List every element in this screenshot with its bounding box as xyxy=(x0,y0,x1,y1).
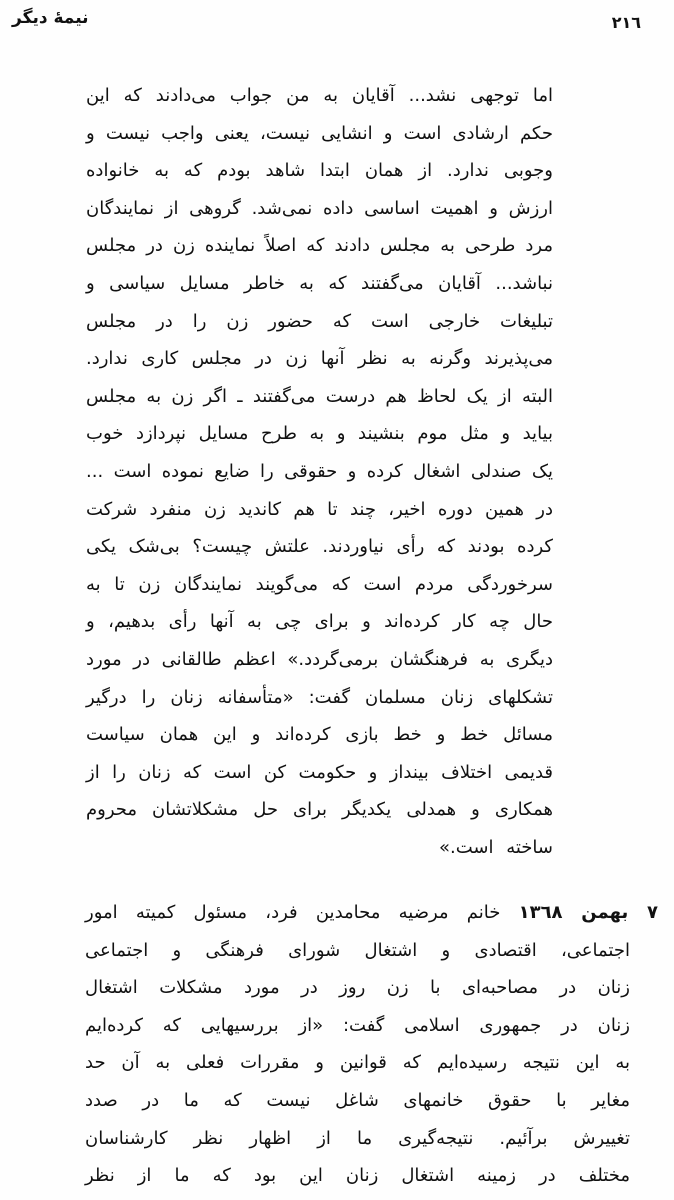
text-line: وجوبی ندارد. از همان ابتدا شاهد بودم که به خانواده xyxy=(86,160,553,182)
entry-date: ٧ بهمن ١٣٦٨ xyxy=(518,902,658,923)
text-line: اما توجهی نشد... آقایان به من جواب می‌دادند که این xyxy=(86,85,553,106)
text-line: در همین دوره اخیر، چند تا هم کاندید زن منفرد شرکت xyxy=(86,498,553,520)
text-line: به این نتیجه رسیده‌ایم که قوانین و مقررات فعلی به آن حد xyxy=(85,1052,630,1074)
text-line: مختلف در زمینه اشتغال زنان این بود که ما از نظر xyxy=(85,1165,630,1187)
text-line: تشکلهای زنان مسلمان گفت: «متأسفانه زنان را درگیر xyxy=(86,686,553,708)
dated-entry xyxy=(85,894,658,1195)
text-line: مرد طرحی به مجلس دادند که اصلاً نماینده زن در مجلس xyxy=(86,235,553,257)
text-line: همکاری و همدلی یکدیگر برای حل مشکلاتشان محروم xyxy=(86,799,553,821)
text-line: می‌پذیرند وگرنه به نظر آنها زن در مجلس کاری ندارد. xyxy=(86,348,553,370)
text-line: البته از یک لحاظ هم درست می‌گفتند ـ اگر زن به مجلس xyxy=(86,385,553,407)
journal-title: نیمهٔ دیگر xyxy=(12,8,89,28)
text-line: نباشد... آقایان می‌گفتند که به خاطر مسایل سیاسی و xyxy=(86,272,553,294)
text-line: زنان در جمهوری اسلامی گفت: «از بررسیهایی که کرده‌ایم xyxy=(85,1014,630,1036)
text-line: اجتماعی، اقتصادی و اشتغال شورای فرهنگی و اجتماعی xyxy=(85,939,630,961)
text-line: سرخوردگی مردم است که می‌گویند نمایندگان زن تا به xyxy=(86,573,553,595)
text-line: تغییرش برآئیم. نتیجه‌گیری ما از اظهار نظر کارشناسان xyxy=(85,1127,630,1149)
entry-first-line xyxy=(85,894,658,932)
text-line: ارزش و اهمیت اساسی داده نمی‌شد. گروهی از نمایندگان xyxy=(86,197,553,219)
text-line: دیگری به فرهنگشان برمی‌گردد.» اعظم طالقانی در مورد xyxy=(86,648,553,670)
text-line: ساخته است.» xyxy=(439,836,553,858)
text-line: تبلیغات خارجی است که حضور زن را در مجلس xyxy=(86,310,553,332)
entry-text: خانم مرضیه محامدین فرد، مسئول کمیته امور xyxy=(85,902,501,923)
continuation-paragraph xyxy=(86,77,553,866)
text-line: کرده بودند که رأی نیاوردند. علتش چیست؟ بی‌شک یکی xyxy=(86,536,553,558)
page-number: ٢١٦ xyxy=(611,13,641,32)
text-line: مسائل خط و خط بازی کرده‌اند و این همان سیاست xyxy=(86,724,553,746)
text-line: بیاید و مثل موم بنشیند و به طرح مسایل نپردازد خوب xyxy=(86,423,553,445)
text-line: قدیمی اختلاف بینداز و حکومت کن است که زنان را از xyxy=(86,761,553,783)
text-line: مغایر با حقوق خانمهای شاغل نیست که ما در صدد xyxy=(85,1089,630,1111)
text-line: حکم ارشادی است و انشایی نیست، یعنی واجب نیست و xyxy=(86,122,553,144)
text-line: یک صندلی اشغال کرده و حقوقی را ضایع نموده است ... xyxy=(86,460,553,482)
text-line: زنان در مصاحبه‌ای با زن روز در مورد مشکلات اشتغال xyxy=(85,977,630,999)
text-line: حال چه کار کرده‌اند و برای چی به آنها رأی بدهیم، و xyxy=(86,611,553,633)
